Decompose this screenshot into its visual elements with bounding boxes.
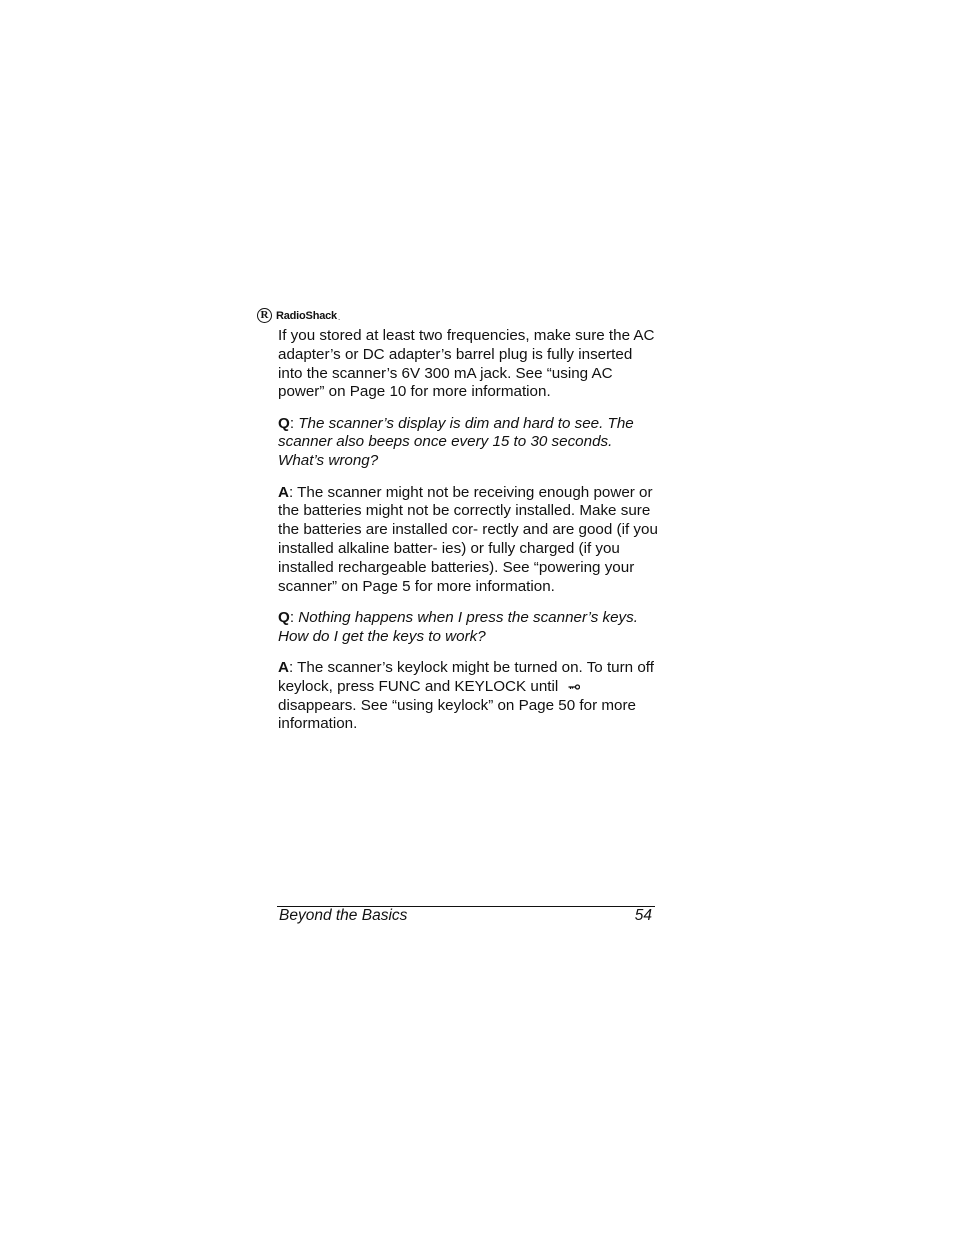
question-1 <box>278 415 658 471</box>
main-content <box>278 327 658 747</box>
question-text: The scanner’s display is dim and hard to see. The scanner also beeps once every 15 to 30 seconds. What’s wrong? <box>278 414 634 470</box>
intro-paragraph: If you stored at least two frequencies, make sure the AC adapter’s or DC adapter’s barrel plug is fully inserted into the scanner’s 6V 300 mA jack. See “using AC power” on Page 10 for more information. <box>278 327 655 401</box>
question-2 <box>278 609 658 647</box>
answer-2 <box>278 659 658 734</box>
key-icon <box>568 683 580 691</box>
question-text: Nothing happens when I press the scanner’s keys. How do I get the keys to work? <box>278 608 638 645</box>
logo-wordmark: RadioShack <box>276 309 337 322</box>
page-number: 54 <box>634 907 652 924</box>
brand-logo <box>257 306 340 325</box>
footer-section-title: Beyond the Basics <box>279 907 408 924</box>
answer-text-before: : The scanner’s keylock might be turned on. To turn off keylock, press FUNC and KEYLOCK until <box>278 658 654 695</box>
answer-1 <box>278 484 658 597</box>
question-separator: : <box>289 608 299 626</box>
answer-text-after: disappears. See “using keylock” on Page 50 for more information. <box>278 696 636 733</box>
question-label: Q <box>278 414 290 432</box>
registered-mark-icon: R <box>257 308 272 323</box>
answer-text: : The scanner might not be receiving enough power or the batteries might not be correctly installed. Make sure the batteries are installed cor- rectly and are good (if you installed alkaline batter- ies) or fully charged (if you installed rechargeable batteries). See “powering your scanner” on Page 5 for more information. <box>278 483 658 595</box>
answer-label: A <box>278 658 289 676</box>
question-separator: : <box>289 414 299 432</box>
answer-label: A <box>278 483 289 501</box>
question-label: Q <box>278 608 290 626</box>
logo-dot: . <box>337 313 341 322</box>
